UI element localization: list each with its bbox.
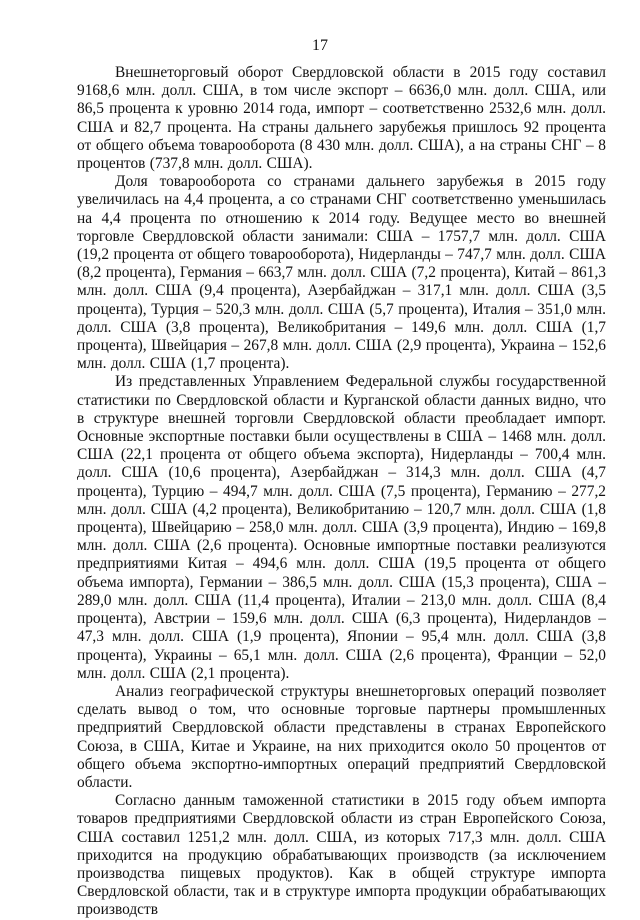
paragraph-export-import-structure: Из представленных Управлением Федеральной службы государственной статистики по Свердловской области и Курганской области данных видно, что в структуре внешней торговли Свердловской области преобладает импорт. Основные экспортные поставки были осуществлены в США – 1468 млн. долл. США (22,1 процента от общего объема экспорта), Нидерланды – 700,4 млн. долл. США (10,6 процента), Азербайджан – 314,3 млн. долл. США (4,7 процента), Турцию – 494,7 млн. долл. США (7,5 процента), Германию – 277,2 млн. долл. США (4,2 процента), Великобританию – 120,7 млн. долл. США (1,8 процента), Швейцарию – 258,0 млн. долл. США (3,9 процента), Индию – 169,8 млн. долл. США (2,6 процента). Основные импортные поставки реализуются предприятиями Китая – 494,6 млн. долл. США (19,5 процента от общего объема импорта), Германии – 386,5 млн. долл. США (15,3 процента), США – 289,0 млн. долл. США (11,4 процента), Италии – 213,0 млн. долл. США (8,4 процента), Австрии – 159,6 млн. долл. США (6,3 процента), Нидерландов – 47,3 млн. долл. США (1,9 процента), Японии – 95,4 млн. долл. США (3,8 процента), Украины – 65,1 млн. долл. США (2,6 процента), Франции – 52,0 млн. долл. США (2,1 процента).: [77, 373, 606, 682]
body-text: [77, 64, 606, 920]
paragraph-leading-partners: Доля товарооборота со странами дальнего зарубежья в 2015 году увеличилась на 4,4 процента, а со странами СНГ соответственно уменьшилась на 4,4 процента по отношению к 2014 году. Ведущее место во внешней торговле Свердловской области занимали: США – 1757,7 млн. долл. США (19,2 процента от общего товарооборота), Нидерланды – 747,7 млн. долл. США (8,2 процента), Германия – 663,7 млн. долл. США (7,2 процента), Китай – 861,3 млн. долл. США (9,4 процента), Азербайджан – 317,1 млн. долл. США (3,5 процента), Турция – 520,3 млн. долл. США (5,7 процента), Италия – 351,0 млн. долл. США (3,8 процента), Великобритания – 149,6 млн. долл. США (1,7 процента), Швейцария – 267,8 млн. долл. США (2,9 процента), Украина – 152,6 млн. долл. США (1,7 процента).: [77, 173, 606, 373]
page-number: 17: [312, 37, 328, 54]
paragraph-geographic-analysis: Анализ географической структуры внешнеторговых операций позволяет сделать вывод о том, что основные торговые партнеры промышленных предприятий Свердловской области представлены в странах Европейского Союза, в США, Китае и Украине, на них приходится около 50 процентов от общего объема экспортно-импортных операций предприятий Свердловской области.: [77, 682, 606, 791]
paragraph-customs-statistics: Согласно данным таможенной статистики в 2015 году объем импорта товаров предприятиями Свердловской области из стран Европейского Союза, США составил 1251,2 млн. долл. США, из которых 717,3 млн. долл. США приходится на продукцию обрабатывающих производств (за исключением производства пищевых продуктов). Как в общей структуре импорта Свердловской области, так и в структуре импорта продукции обрабатывающих производств: [77, 792, 606, 919]
paragraph-trade-turnover: Внешнеторговый оборот Свердловской области в 2015 году составил 9168,6 млн. долл. США, в том числе экспорт – 6636,0 млн. долл. США, или 86,5 процента к уровню 2014 года, импорт – соответственно 2532,6 млн. долл. США и 82,7 процента. На страны дальнего зарубежья пришлось 92 процента от общего объема товарооборота (8 430 млн. долл. США), а на страны СНГ – 8 процентов (737,8 млн. долл. США).: [77, 64, 606, 173]
